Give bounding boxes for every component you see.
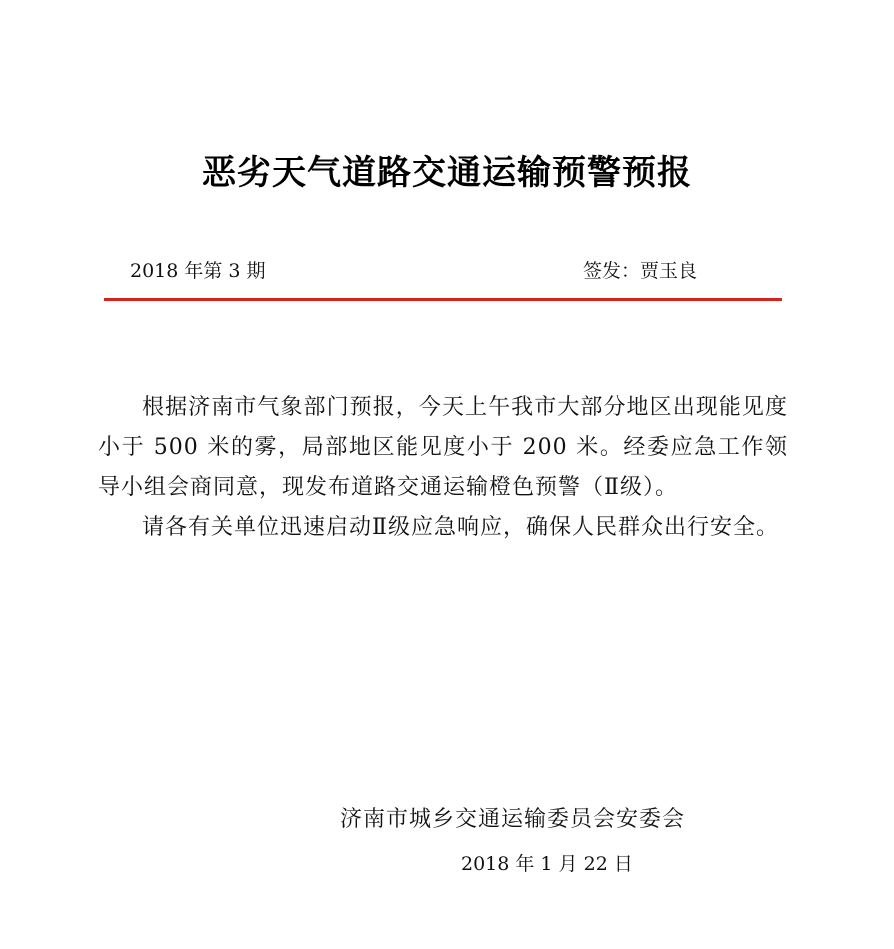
issue-number: 2018 年第 3 期 (130, 260, 266, 282)
body-paragraph: 根据济南市气象部门预报，今天上午我市大部分地区出现能见度小于 500 米的雾，局部地区能见度小于 200 米。经委应急工作领导小组会商同意，现发布道路交通运输橙色预警（Ⅱ级）。 (98, 395, 788, 500)
body-paragraph: 请各有关单位迅速启动Ⅱ级应急响应，确保人民群众出行安全。 (142, 515, 779, 540)
issue-date: 2018 年 1 月 22 日 (461, 853, 633, 875)
document-title: 恶劣天气道路交通运输预警预报 (202, 153, 692, 193)
issuing-authority: 济南市城乡交通运输委员会安委会 (340, 807, 686, 832)
red-divider-line (104, 298, 782, 301)
signer: 签发：贾玉良 (583, 260, 698, 282)
document-body (98, 388, 788, 548)
